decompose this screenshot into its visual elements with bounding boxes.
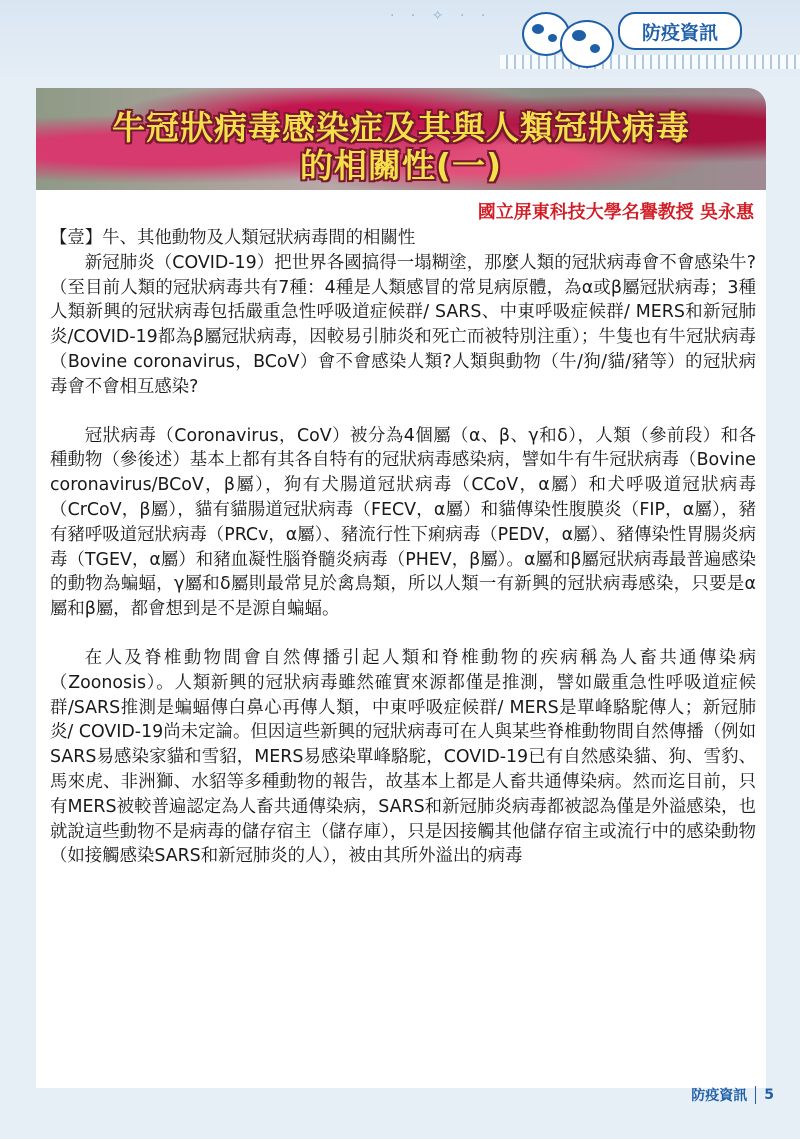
paragraph: 在人及脊椎動物間會自然傳播引起人類和脊椎動物的疾病稱為人畜共通傳染病（Zoonosis）。人類新興的冠狀病毒雖然確實來源都僅是推測，譬如嚴重急性呼吸道症候群/SARS推測是蝙蝠傳白鼻心再傳人類，中東呼吸症候群/ MERS是單峰駱駝傳人；新冠肺炎/ COVID-19尚未定論。但因這些新興的冠狀病毒可在人與某些脊椎動物間自然傳播（例如SARS易感染家貓和雪貂，MERS易感染單峰駱駝，COVID-19已有自然感染貓、狗、雪豹、馬來虎、非洲獅、水貂等多種動物的報告，故基本上都是人畜共通傳染病。然而迄目前，只有MERS被較普遍認定為人畜共通傳染病，SARS和新冠肺炎病毒都被認為僅是外溢感染，也就說這些動物不是病毒的儲存宿主（儲存庫），只是因接觸其他儲存宿主或流行中的感染動物（如接觸感染SARS和新冠肺炎的人），被由其所外溢出的病毒 bbox=[50, 647, 756, 867]
cow-illustration-icon bbox=[560, 20, 614, 68]
decorative-dots: · · ✧ · · bbox=[390, 8, 492, 24]
fence-decoration bbox=[500, 55, 800, 69]
paragraph-gap bbox=[50, 622, 756, 646]
footer-section-label: 防疫資訊 bbox=[691, 1088, 748, 1104]
article-body bbox=[50, 226, 756, 869]
title-banner bbox=[36, 88, 766, 190]
footer-divider bbox=[755, 1086, 756, 1104]
section-tag: 防疫資訊 bbox=[618, 12, 742, 50]
page-number: 5 bbox=[764, 1087, 774, 1103]
author-byline: 國立屏東科技大學名譽教授 吳永惠 bbox=[477, 202, 754, 223]
paragraph: 冠狀病毒（Coronavirus，CoV）被分為4個屬（α、β、γ和δ），人類（參前段）和各種動物（參後述）基本上都有其各自特有的冠狀病毒感染病，譬如牛有牛冠狀病毒（Bovine coronavirus/BCoV，β屬），狗有犬腸道冠狀病毒（CCoV，α屬）和犬呼吸道冠狀病毒（CrCoV，β屬），貓有貓腸道冠狀病毒（FECV，α屬）和貓傳染性腹膜炎（FIP，α屬），豬有豬呼吸道冠狀病毒（PRCv，α屬）、豬流行性下痢病毒（PEDV，α屬）、豬傳染性胃腸炎病毒（TGEV，α屬）和豬血凝性腦脊髓炎病毒（PHEV，β屬）。α屬和β屬冠狀病毒最普遍感染的動物為蝙蝠，γ屬和δ屬則最常見於禽鳥類，所以人類一有新興的冠狀病毒感染，只要是α屬和β屬，都會想到是不是源自蝙蝠。 bbox=[50, 425, 756, 620]
header-decoration bbox=[0, 0, 800, 85]
article-title-line2: 的相關性(一) bbox=[299, 146, 503, 185]
page-footer bbox=[626, 1080, 774, 1110]
section-heading: 【壹】牛、其他動物及人類冠狀病毒間的相關性 bbox=[50, 228, 416, 248]
article-title-line1: 牛冠狀病毒感染症及其與人類冠狀病毒 bbox=[112, 108, 690, 147]
paragraph-gap bbox=[50, 400, 756, 424]
paragraph: 新冠肺炎（COVID-19）把世界各國搞得一塌糊塗，那麼人類的冠狀病毒會不會感染牛?（至目前人類的冠狀病毒共有7種：4種是人類感冒的常見病原體，為α或β屬冠狀病毒；3種人類新興的冠狀病毒包括嚴重急性呼吸道症候群/ SARS、中東呼吸症候群/ MERS和新冠肺炎/COVID-19都為β屬冠狀病毒，因較易引肺炎和死亡而被特別注重）；牛隻也有牛冠狀病毒（Bovine coronavirus，BCoV）會不會感染人類?人類與動物（牛/狗/貓/豬等）的冠狀病毒會不會相互感染? bbox=[50, 252, 756, 397]
